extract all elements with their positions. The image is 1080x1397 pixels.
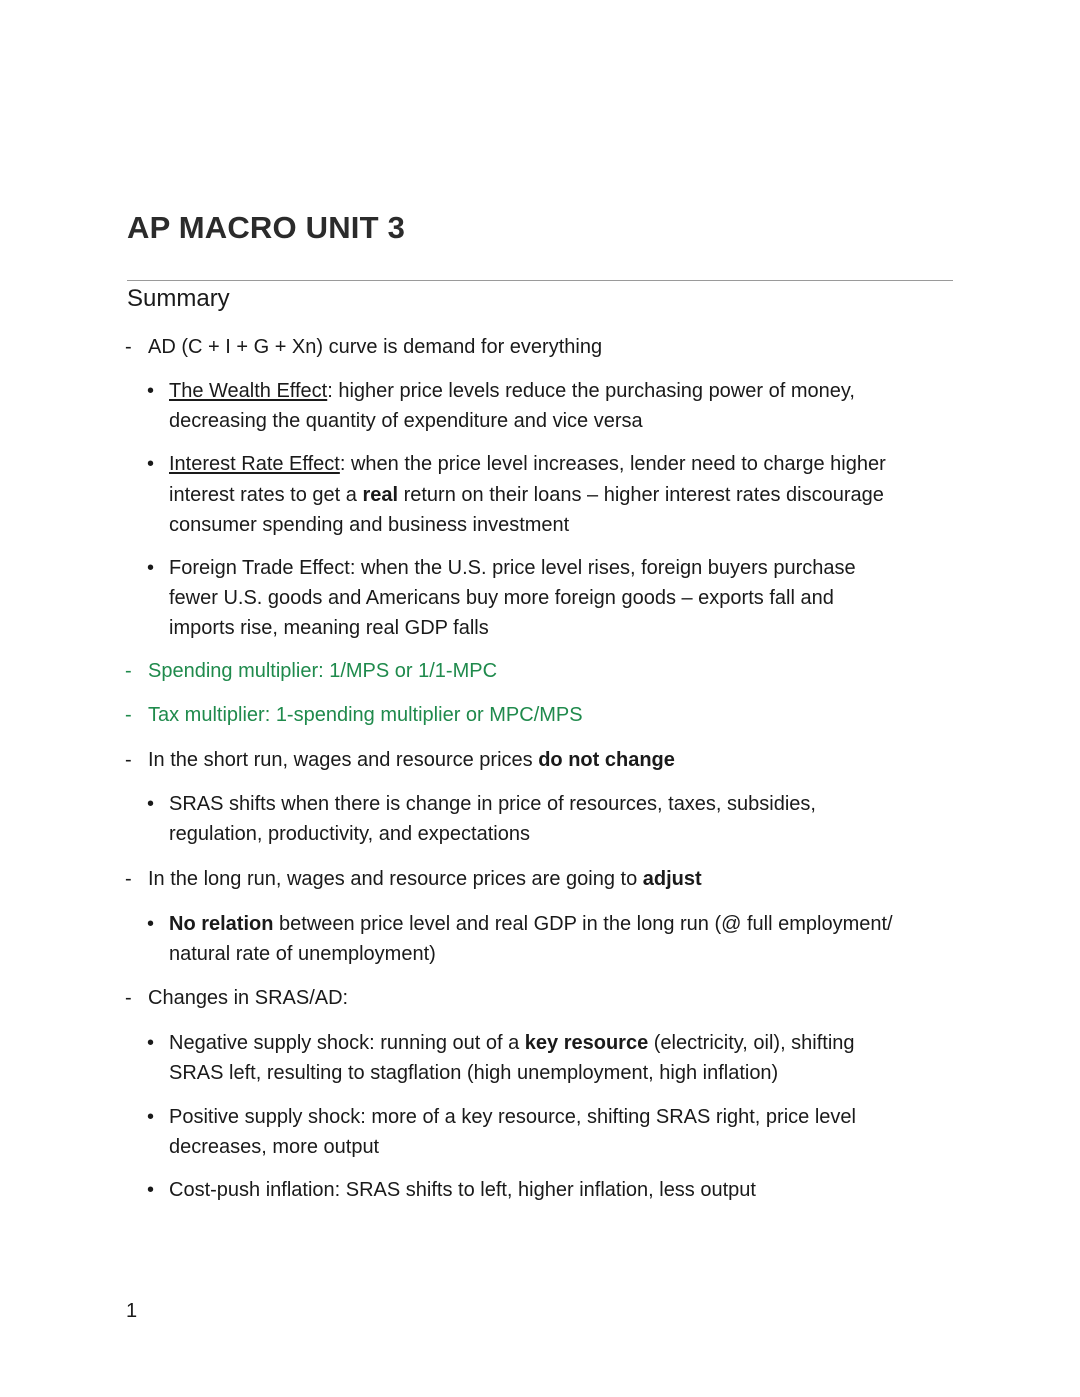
bullet-marker: • — [147, 1106, 155, 1128]
dash-marker: - — [125, 704, 132, 726]
negative-shock-text-post: (electricity, oil), shifting — [648, 1032, 855, 1054]
negative-shock-bold: key resource — [524, 1032, 649, 1054]
bullet-marker: • — [147, 453, 155, 475]
list-item-ad-curve: AD (C + I + G + Xn) curve is demand for everything — [148, 336, 603, 358]
interest-rate-effect-text: : when the price level increases, lender need to charge higher — [339, 453, 886, 475]
title-divider — [127, 280, 953, 281]
dash-marker: - — [125, 987, 132, 1009]
no-relation-continuation: natural rate of unemployment) — [169, 943, 436, 965]
foreign-trade-effect-continuation: imports rise, meaning real GDP falls — [169, 617, 489, 639]
bullet-marker: • — [147, 913, 155, 935]
sras-shifts-continuation: regulation, productivity, and expectations — [169, 823, 530, 845]
term-interest-rate-effect: Interest Rate Effect — [169, 453, 340, 475]
wealth-effect-text: : higher price levels reduce the purchasing power of money, — [327, 380, 855, 402]
bullet-marker: • — [147, 380, 155, 402]
positive-shock-continuation: decreases, more output — [169, 1136, 380, 1158]
no-relation-bold: No relation — [169, 913, 274, 935]
dash-marker: - — [125, 336, 132, 358]
interest-rate-text-post: return on their loans – higher interest rates discourage — [398, 484, 884, 506]
term-wealth-effect: The Wealth Effect — [169, 380, 328, 402]
list-item-negative-supply-shock — [169, 1028, 855, 1058]
list-item-short-run — [148, 745, 675, 775]
dash-marker: - — [125, 660, 132, 682]
section-heading: Summary — [127, 285, 230, 312]
bullet-marker: • — [147, 1179, 155, 1201]
list-item-no-relation — [169, 909, 893, 939]
foreign-trade-effect-continuation: fewer U.S. goods and Americans buy more foreign goods – exports fall and — [169, 587, 834, 609]
interest-rate-text-pre: interest rates to get a — [169, 484, 363, 506]
short-run-text: In the short run, wages and resource prices — [148, 749, 539, 771]
long-run-bold: adjust — [642, 868, 702, 890]
list-item-long-run — [148, 864, 702, 894]
list-item-spending-multiplier: Spending multiplier: 1/MPS or 1/1-MPC — [148, 660, 498, 682]
long-run-text: In the long run, wages and resource prices are going to — [148, 868, 643, 890]
no-relation-text: between price level and real GDP in the long run (@ full employment/ — [273, 913, 893, 935]
list-item-cost-push-inflation: Cost-push inflation: SRAS shifts to left, higher inflation, less output — [169, 1179, 756, 1201]
bullet-marker: • — [147, 1032, 155, 1054]
dash-marker: - — [125, 868, 132, 890]
wealth-effect-continuation: decreasing the quantity of expenditure and vice versa — [169, 410, 643, 432]
interest-rate-bold-real: real — [362, 484, 399, 506]
short-run-bold: do not change — [538, 749, 675, 771]
page-title: AP MACRO UNIT 3 — [127, 210, 406, 245]
bullet-marker: • — [147, 557, 155, 579]
list-item-changes-heading: Changes in SRAS/AD: — [148, 987, 349, 1009]
interest-rate-effect-continuation: consumer spending and business investment — [169, 514, 570, 536]
page-number: 1 — [126, 1300, 138, 1322]
list-item-tax-multiplier: Tax multiplier: 1-spending multiplier or MPC/MPS — [148, 704, 583, 726]
bullet-marker: • — [147, 793, 155, 815]
list-item-positive-supply-shock: Positive supply shock: more of a key resource, shifting SRAS right, price level — [169, 1106, 856, 1128]
list-item-sras-shifts: SRAS shifts when there is change in price of resources, taxes, subsidies, — [169, 793, 816, 815]
negative-shock-text-pre: Negative supply shock: running out of a — [169, 1032, 525, 1054]
interest-rate-effect-continuation — [169, 480, 884, 510]
list-item-wealth-effect — [169, 376, 855, 406]
list-item-foreign-trade-effect: Foreign Trade Effect: when the U.S. price level rises, foreign buyers purchase — [169, 557, 856, 579]
dash-marker: - — [125, 749, 132, 771]
list-item-interest-rate-effect — [169, 449, 886, 479]
negative-shock-continuation: SRAS left, resulting to stagflation (high unemployment, high inflation) — [169, 1062, 779, 1084]
